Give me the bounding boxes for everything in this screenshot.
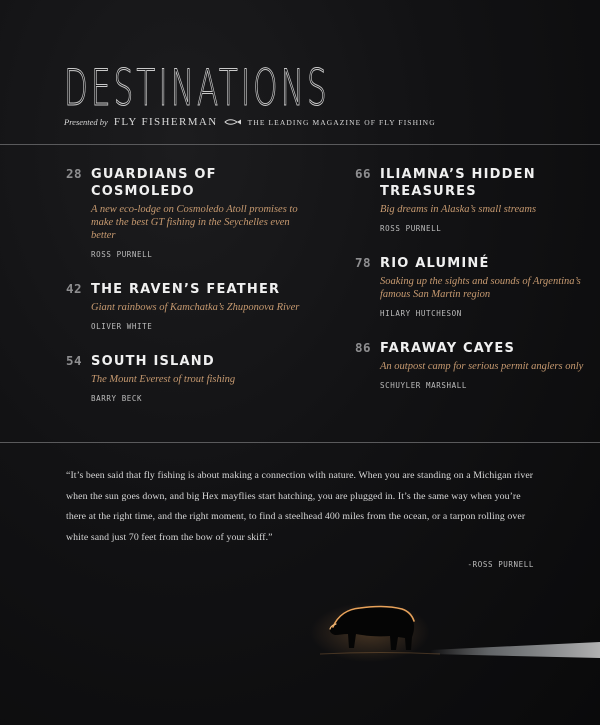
toc-page-number: 28 [66,166,83,181]
toc-page-number: 42 [66,281,83,296]
divider-bottom [0,442,600,443]
toc-column-right [355,166,595,412]
toc-dek: Soaking up the sights and sounds of Argentina’s famous San Martin region [380,276,581,300]
toc-item[interactable] [66,353,306,403]
page-title: DESTINATIONS [64,59,330,117]
river-shimmer [430,642,600,658]
fish-icon [224,118,242,126]
toc-column-left [66,166,306,425]
toc-item[interactable] [355,255,595,318]
toc-item[interactable] [355,166,595,233]
toc-author: ROSS PURNELL [380,224,442,233]
quote-attribution: -ROSS PURNELL [467,560,534,569]
toc-page-number: 66 [355,166,372,181]
toc-dek: An outpost camp for serious permit anglers only [380,361,584,372]
magazine-tagline: THE LEADING MAGAZINE OF FLY FISHING [247,117,436,127]
toc-headline: GUARDIANS OF COSMOLEDO [91,167,217,199]
toc-page-number: 54 [66,353,83,368]
toc-headline: RIO ALUMINÉ [380,256,490,271]
toc-headline: THE RAVEN’S FEATHER [91,282,281,297]
toc-headline: FARAWAY CAYES [380,341,516,356]
toc-author: SCHUYLER MARSHALL [380,381,467,390]
toc-dek: Giant rainbows of Kamchatka’s Zhuponova River [91,302,300,313]
toc-item[interactable] [355,340,595,390]
toc-author: BARRY BECK [91,394,143,403]
toc-headline: ILIAMNA’S HIDDEN TREASURES [380,167,536,199]
toc-page-number: 78 [355,255,372,270]
masthead [64,59,493,128]
toc-author: ROSS PURNELL [91,250,153,259]
presented-by-label: Presented by [64,117,108,127]
toc-dek: A new eco-lodge on Cosmoledo Atoll promises to make the best GT fishing in the Seychelles even better [91,204,298,241]
bear-at-river-photo [0,590,600,725]
toc-dek: Big dreams in Alaska’s small streams [380,204,537,215]
toc-item[interactable] [66,166,306,259]
toc-author: HILARY HUTCHESON [380,309,462,318]
magazine-name: FLY FISHERMAN [113,116,218,128]
presented-by-line [64,116,493,128]
toc-page-number: 86 [355,340,372,355]
divider-top [0,144,600,145]
toc-headline: SOUTH ISLAND [91,354,215,369]
toc-author: OLIVER WHITE [91,322,153,331]
pull-quote: “It’s been said that fly fishing is about making a connection with nature. When you are standing on a Michigan river when the sun goes down, and big Hex mayflies start hatching, you are plugged in. It’s the same way when you’re there at the right time, and the right moment, to find a steelhead 400 miles from the ocean, or a tarpon rolling over white sand just 70 feet from the bow of your skiff.” [66,470,534,543]
toc-item[interactable] [66,281,306,331]
toc-dek: The Mount Everest of trout fishing [91,374,236,385]
